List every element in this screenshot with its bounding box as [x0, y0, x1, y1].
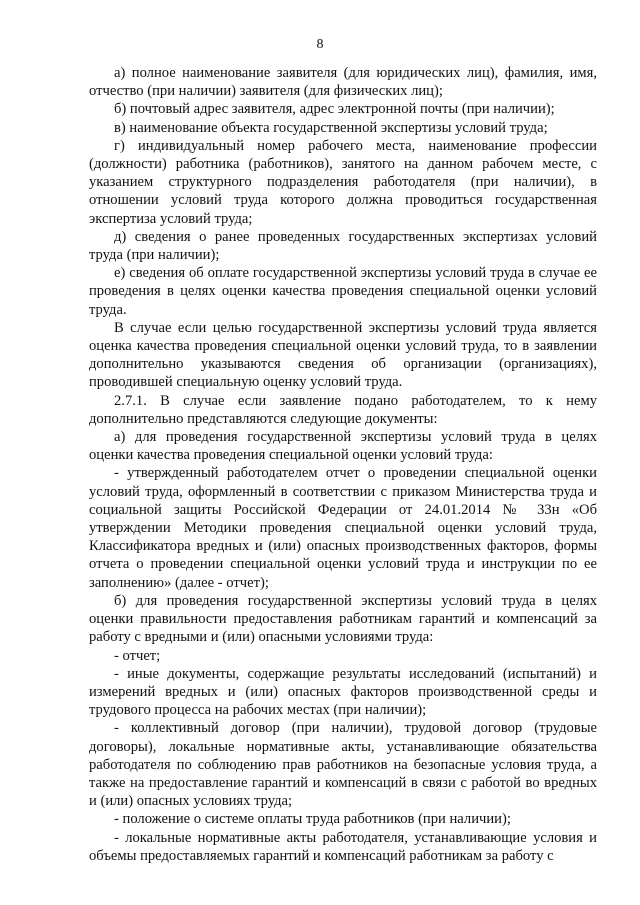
- document-body: [89, 64, 597, 865]
- paragraph-item-a: а) для проведения государственной экспертизы условий труда в целях оценки качества проведения специальной оценки условий труда:: [89, 429, 597, 464]
- paragraph-postal-address: б) почтовый адрес заявителя, адрес электронной почты (при наличии);: [114, 101, 555, 118]
- paragraph-collective-agreement: - коллективный договор (при наличии), трудовой договор (трудовые договоры), локальные нормативные акты, устанавливающие обязательства работодателя по соблюдению прав работников на безопасные условия труда, а также на предоставление гарантий и компенсаций в связи с работой во вредных и (или) опасных условиях труда;: [89, 720, 597, 810]
- page-number: 8: [316, 37, 324, 52]
- paragraph-previous-expertise: д) сведения о ранее проведенных государственных экспертизах условий труда (при наличии);: [89, 228, 597, 264]
- paragraph-other-documents: - иные документы, содержащие результаты исследований (испытаний) и измерений вредных и (или) опасных факторов производственной среды и трудового процесса на рабочих местах (при наличии);: [89, 665, 597, 719]
- paragraph-section-2-7-1: 2.7.1. В случае если заявление подано работодателем, то к нему дополнительно представляются следующие документы:: [89, 392, 597, 427]
- paragraph-applicant-name: а) полное наименование заявителя (для юридических лиц), фамилия, имя, отчество (при наличии) заявителя (для физических лиц);: [89, 65, 597, 100]
- paragraph-quality-assessment: В случае если целью государственной экспертизы условий труда является оценка качества проведения специальной оценки условий труда, то в заявлении дополнительно указываются сведения об организации (организациях), проводившей специальную оценку условий труда.: [89, 319, 597, 391]
- paragraph-pay-system: - положение о системе оплаты труда работников (при наличии);: [114, 811, 511, 828]
- paragraph-report: - отчет;: [114, 647, 161, 664]
- paragraph-local-acts: - локальные нормативные акты работодателя, устанавливающие условия и объемы предоставляемых гарантий и компенсаций работникам за работу с: [89, 829, 597, 864]
- paragraph-expertise-object: в) наименование объекта государственной экспертизы условий труда;: [114, 119, 548, 136]
- paragraph-workplace-number: г) индивидуальный номер рабочего места, наименование профессии (должности) работника (работников), занятого на данном рабочем месте, с указанием структурного подразделения работодателя (при наличии), в отношении условий труда которого должна проводиться государственная экспертиза условий труда;: [89, 137, 597, 227]
- paragraph-payment-info: е) сведения об оплате государственной экспертизы условий труда в случае ее проведения в целях оценки качества проведения специальной оценки условий труда.: [89, 265, 597, 318]
- paragraph-approved-report: - утвержденный работодателем отчет о проведении специальной оценки условий труда, оформленный в соответствии с приказом Министерства труда и социальной защиты Российской Федерации от 24.01.2014 № 33н «Об утверждении Методики проведения специальной оценки условий труда, Классификатора вредных и (или) опасных производственных факторов, формы отчета о проведении специальной оценки условий труда и инструкции по ее заполнению» (далее - отчет);: [89, 465, 597, 591]
- paragraph-item-b: б) для проведения государственной экспертизы условий труда в целях оценки правильности предоставления работникам гарантий и компенсаций за работу с вредными и (или) опасными условиями труда:: [89, 592, 597, 646]
